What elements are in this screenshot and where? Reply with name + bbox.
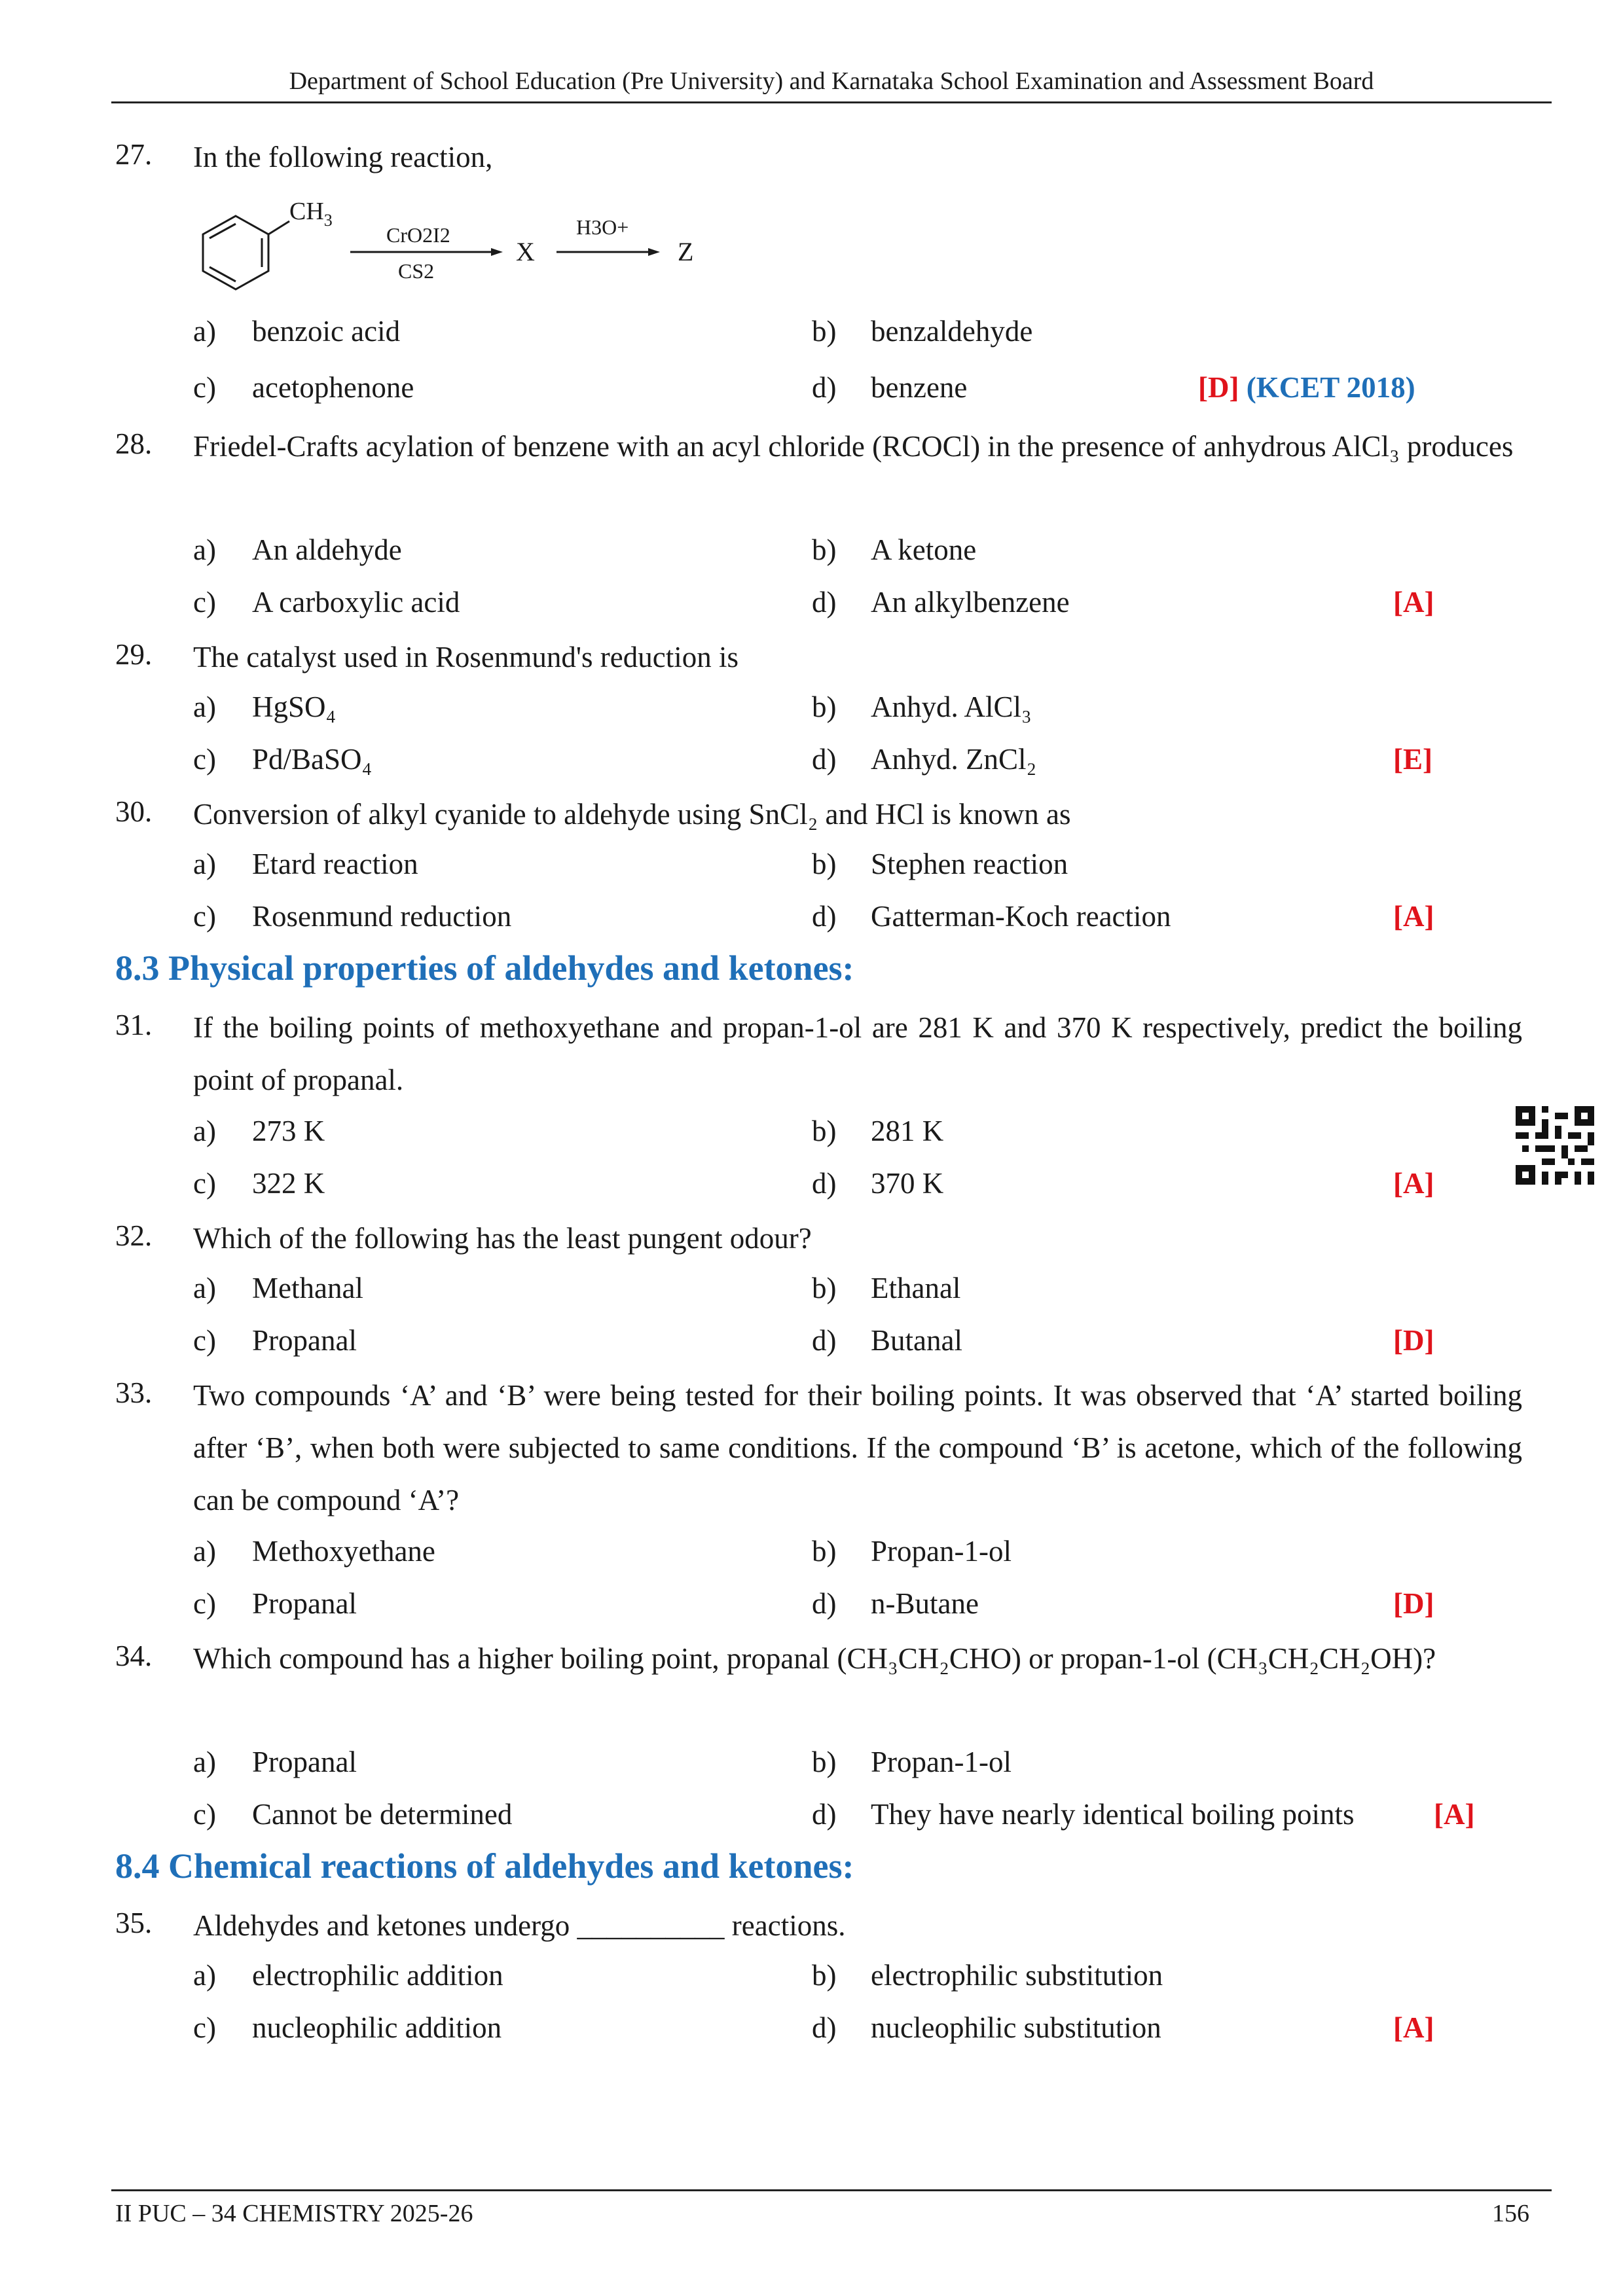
q28-number: 28. bbox=[115, 427, 153, 460]
q35-number: 35. bbox=[115, 1907, 153, 1939]
q27-option-b: b) benzaldehyde bbox=[812, 315, 1033, 348]
q34-text: Which compound has a higher boiling point, propanal (CH₃CH₂CHO) or propan-1-ol (CH₃CH₂CH₂OH)? bbox=[193, 1642, 1436, 1675]
q33-answer: [D] bbox=[1393, 1587, 1434, 1620]
q34-number: 34. bbox=[115, 1640, 153, 1672]
q33-text: Two compounds ‘A’ and ‘B’ were being tested for their boiling points. It was observed that ‘A’ started boiling after ‘B’, when both were subjected to same conditions. If the compound ‘B’ is acetone, which of the following can be compound ‘A’? bbox=[193, 1379, 1522, 1516]
q31-text: If the boiling points of methoxyethane and propan-1-ol are 281 K and 370 K respectively, predict the boiling point of propanal. bbox=[193, 1011, 1522, 1096]
q30-answer: [A] bbox=[1393, 900, 1434, 933]
q33-option-b: b) Propan-1-ol bbox=[812, 1535, 1012, 1568]
q35-text: Aldehydes and ketones undergo __________ reactions. bbox=[193, 1909, 846, 1942]
section-8-3-heading: 8.3 Physical properties of aldehydes and ketones: bbox=[115, 948, 854, 988]
q28-text: Friedel-Crafts acylation of benzene with an acyl chloride (RCOCl) in the presence of anhydrous AlCl₃ produces bbox=[193, 430, 1514, 463]
q34-answer: [A] bbox=[1434, 1798, 1475, 1831]
reagent-top: CrO2I2 bbox=[386, 223, 450, 247]
q34-option-c: c) Cannot be determined bbox=[193, 1798, 513, 1831]
footer-rule bbox=[111, 2189, 1552, 2191]
q32-option-b: b) Ethanal bbox=[812, 1272, 961, 1304]
q32-answer: [D] bbox=[1393, 1324, 1434, 1357]
q32-number: 32. bbox=[115, 1219, 153, 1252]
q31-option-d: d) 370 K bbox=[812, 1167, 944, 1200]
q27-number: 27. bbox=[115, 138, 153, 171]
header-rule bbox=[111, 101, 1552, 103]
reagent-bottom: CS2 bbox=[398, 259, 435, 283]
q28-answer: [A] bbox=[1393, 586, 1434, 619]
q32-option-a: a) Methanal bbox=[193, 1272, 363, 1304]
q27-answer: [D] (KCET 2018) bbox=[1198, 371, 1415, 404]
q34-option-b: b) Propan-1-ol bbox=[812, 1746, 1012, 1778]
reaction-scheme bbox=[190, 190, 714, 301]
q32-text: Which of the following has the least pungent odour? bbox=[193, 1222, 812, 1255]
q27-option-a: a) benzoic acid bbox=[193, 315, 401, 348]
benzene-ring-icon bbox=[203, 216, 289, 289]
product-x: X bbox=[516, 237, 535, 266]
ch3-label: $CH_3$ bbox=[289, 198, 333, 230]
q29-option-b: b) Anhyd. AlCl₃ bbox=[812, 691, 1032, 723]
q34-option-d: d) They have nearly identical boiling points bbox=[812, 1798, 1355, 1831]
q29-answer: [E] bbox=[1393, 743, 1432, 776]
arrowhead-1-icon bbox=[491, 248, 503, 256]
q33-option-c: c) Propanal bbox=[193, 1587, 357, 1620]
q32-option-d: d) Butanal bbox=[812, 1324, 962, 1357]
q27-option-c: c) acetophenone bbox=[193, 371, 414, 404]
reagent-h3o: H3O+ bbox=[576, 215, 629, 239]
arrowhead-2-icon bbox=[648, 248, 660, 256]
q30-option-c: c) Rosenmund reduction bbox=[193, 900, 512, 933]
q34-option-a: a) Propanal bbox=[193, 1746, 357, 1778]
page-header: Department of School Education (Pre University) and Karnataka School Examination and Assessment Board bbox=[289, 67, 1374, 95]
q29-number: 29. bbox=[115, 638, 153, 671]
product-z: Z bbox=[678, 237, 694, 266]
q28-option-a: a) An aldehyde bbox=[193, 533, 402, 566]
section-8-4-heading: 8.4 Chemical reactions of aldehydes and ketones: bbox=[115, 1846, 854, 1886]
footer-course: II PUC – 34 CHEMISTRY 2025-26 bbox=[115, 2200, 473, 2227]
q31-answer: [A] bbox=[1393, 1167, 1434, 1200]
q29-text: The catalyst used in Rosenmund's reduction is bbox=[193, 641, 739, 673]
q31-option-c: c) 322 K bbox=[193, 1167, 325, 1200]
qr-code-icon[interactable] bbox=[1516, 1106, 1594, 1185]
q29-option-c: c) Pd/BaSO₄ bbox=[193, 743, 373, 776]
q28-option-b: b) A ketone bbox=[812, 533, 977, 566]
q29-option-a: a) HgSO₄ bbox=[193, 691, 337, 723]
q35-option-b: b) electrophilic substitution bbox=[812, 1959, 1163, 1992]
q32-option-c: c) Propanal bbox=[193, 1324, 357, 1357]
q28-option-d: d) An alkylbenzene bbox=[812, 586, 1070, 619]
q30-option-a: a) Etard reaction bbox=[193, 848, 418, 880]
q33-number: 33. bbox=[115, 1376, 153, 1409]
q35-option-c: c) nucleophilic addition bbox=[193, 2011, 502, 2044]
q31-number: 31. bbox=[115, 1009, 153, 1041]
q27-option-d: d) benzene bbox=[812, 371, 968, 404]
q27-text: In the following reaction, bbox=[193, 141, 493, 173]
q31-option-a: a) 273 K bbox=[193, 1115, 325, 1147]
q29-option-d: d) Anhyd. ZnCl₂ bbox=[812, 743, 1037, 776]
q35-option-a: a) electrophilic addition bbox=[193, 1959, 503, 1992]
q33-option-a: a) Methoxyethane bbox=[193, 1535, 435, 1568]
page-number: 156 bbox=[1492, 2200, 1529, 2227]
q28-option-c: c) A carboxylic acid bbox=[193, 586, 460, 619]
q30-text: Conversion of alkyl cyanide to aldehyde using SnCl₂ and HCl is known as bbox=[193, 798, 1071, 831]
q33-option-d: d) n-Butane bbox=[812, 1587, 979, 1620]
q31-option-b: b) 281 K bbox=[812, 1115, 944, 1147]
q30-option-b: b) Stephen reaction bbox=[812, 848, 1068, 880]
q30-number: 30. bbox=[115, 795, 153, 828]
q30-option-d: d) Gatterman-Koch reaction bbox=[812, 900, 1171, 933]
q35-answer: [A] bbox=[1393, 2011, 1434, 2044]
q35-option-d: d) nucleophilic substitution bbox=[812, 2011, 1161, 2044]
